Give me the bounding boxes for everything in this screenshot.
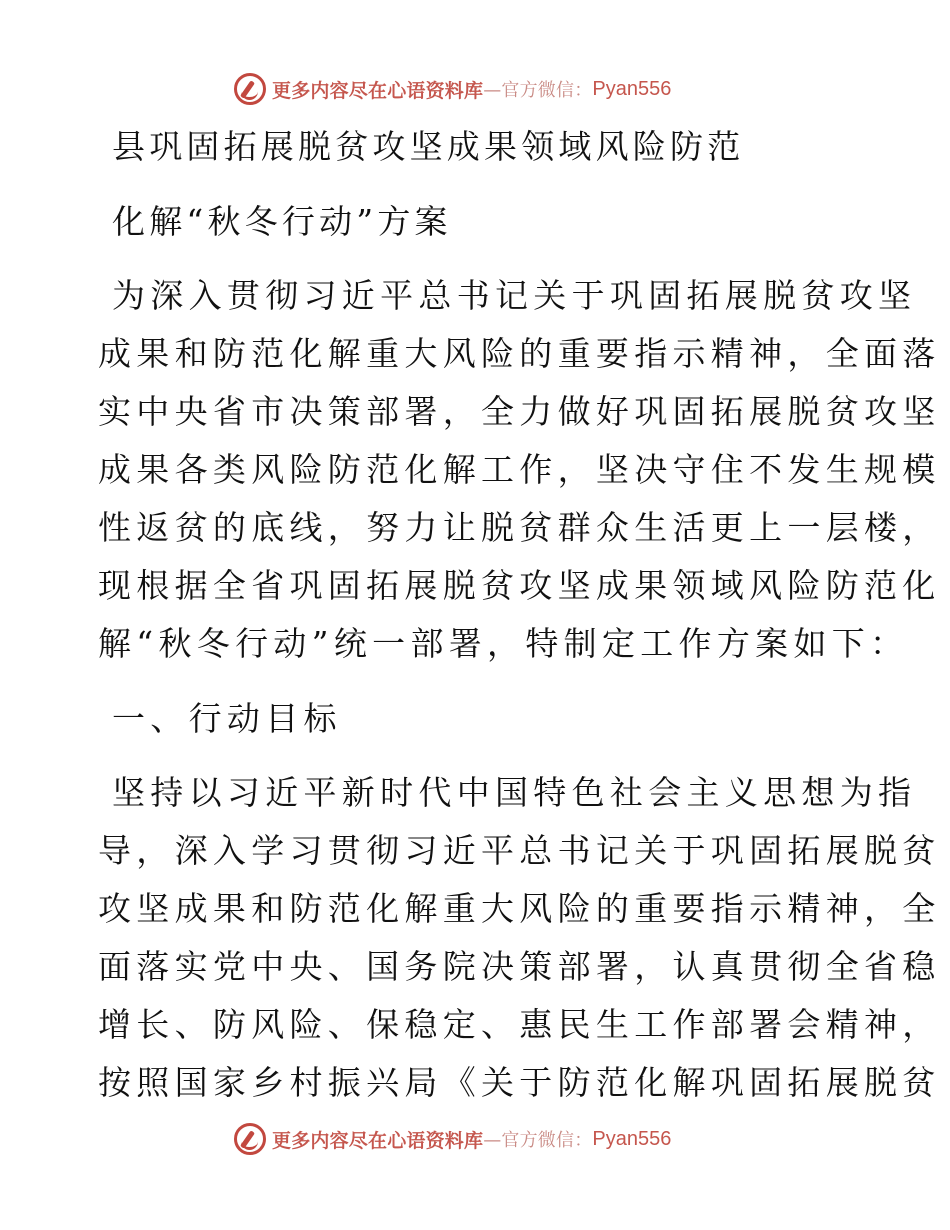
- watermark-library-text: 更多内容尽在心语资料库: [272, 79, 484, 102]
- intro-line: 现根据全省巩固拓展脱贫攻坚成果领域风险防范化: [98, 566, 941, 605]
- watermark-wechat-id: Pyan556: [592, 1127, 672, 1150]
- watermark-footer: [234, 1122, 671, 1156]
- pen-logo-icon: [234, 73, 266, 105]
- document-title-line-1: 县巩固拓展脱贫攻坚成果领域风险防范: [112, 127, 745, 166]
- intro-line: 为深入贯彻习近平总书记关于巩固拓展脱贫攻坚: [112, 276, 917, 315]
- section-line: 导，深入学习贯彻习近平总书记关于巩固拓展脱贫: [98, 831, 941, 870]
- section-heading: 一、行动目标: [112, 699, 342, 738]
- section-line: 增长、防风险、保稳定、惠民生工作部署会精神，: [98, 1005, 941, 1044]
- section-line: 坚持以习近平新时代中国特色社会主义思想为指: [112, 773, 917, 812]
- section-line: 面落实党中央、国务院决策部署，认真贯彻全省稳: [98, 947, 941, 986]
- intro-line: 成果各类风险防范化解工作，坚决守住不发生规模: [98, 450, 941, 489]
- pen-logo-icon: [234, 1123, 266, 1155]
- section-line: 攻坚成果和防范化解重大风险的重要指示精神，全: [98, 889, 941, 928]
- watermark-official-label: —官方微信：: [483, 80, 593, 101]
- watermark-official-label: —官方微信：: [483, 1130, 593, 1151]
- watermark-header: [234, 72, 671, 106]
- intro-line: 解“秋冬行动”统一部署，特制定工作方案如下：: [98, 624, 909, 663]
- section-line: 按照国家乡村振兴局《关于防范化解巩固拓展脱贫: [98, 1063, 941, 1102]
- watermark-wechat-id: Pyan556: [592, 77, 672, 100]
- intro-line: 性返贫的底线，努力让脱贫群众生活更上一层楼，: [98, 508, 941, 547]
- intro-line: 实中央省市决策部署，全力做好巩固拓展脱贫攻坚: [98, 392, 941, 431]
- intro-line: 成果和防范化解重大风险的重要指示精神，全面落: [98, 334, 941, 373]
- document-title-line-2: 化解“秋冬行动”方案: [112, 202, 452, 241]
- watermark-library-text: 更多内容尽在心语资料库: [272, 1129, 484, 1152]
